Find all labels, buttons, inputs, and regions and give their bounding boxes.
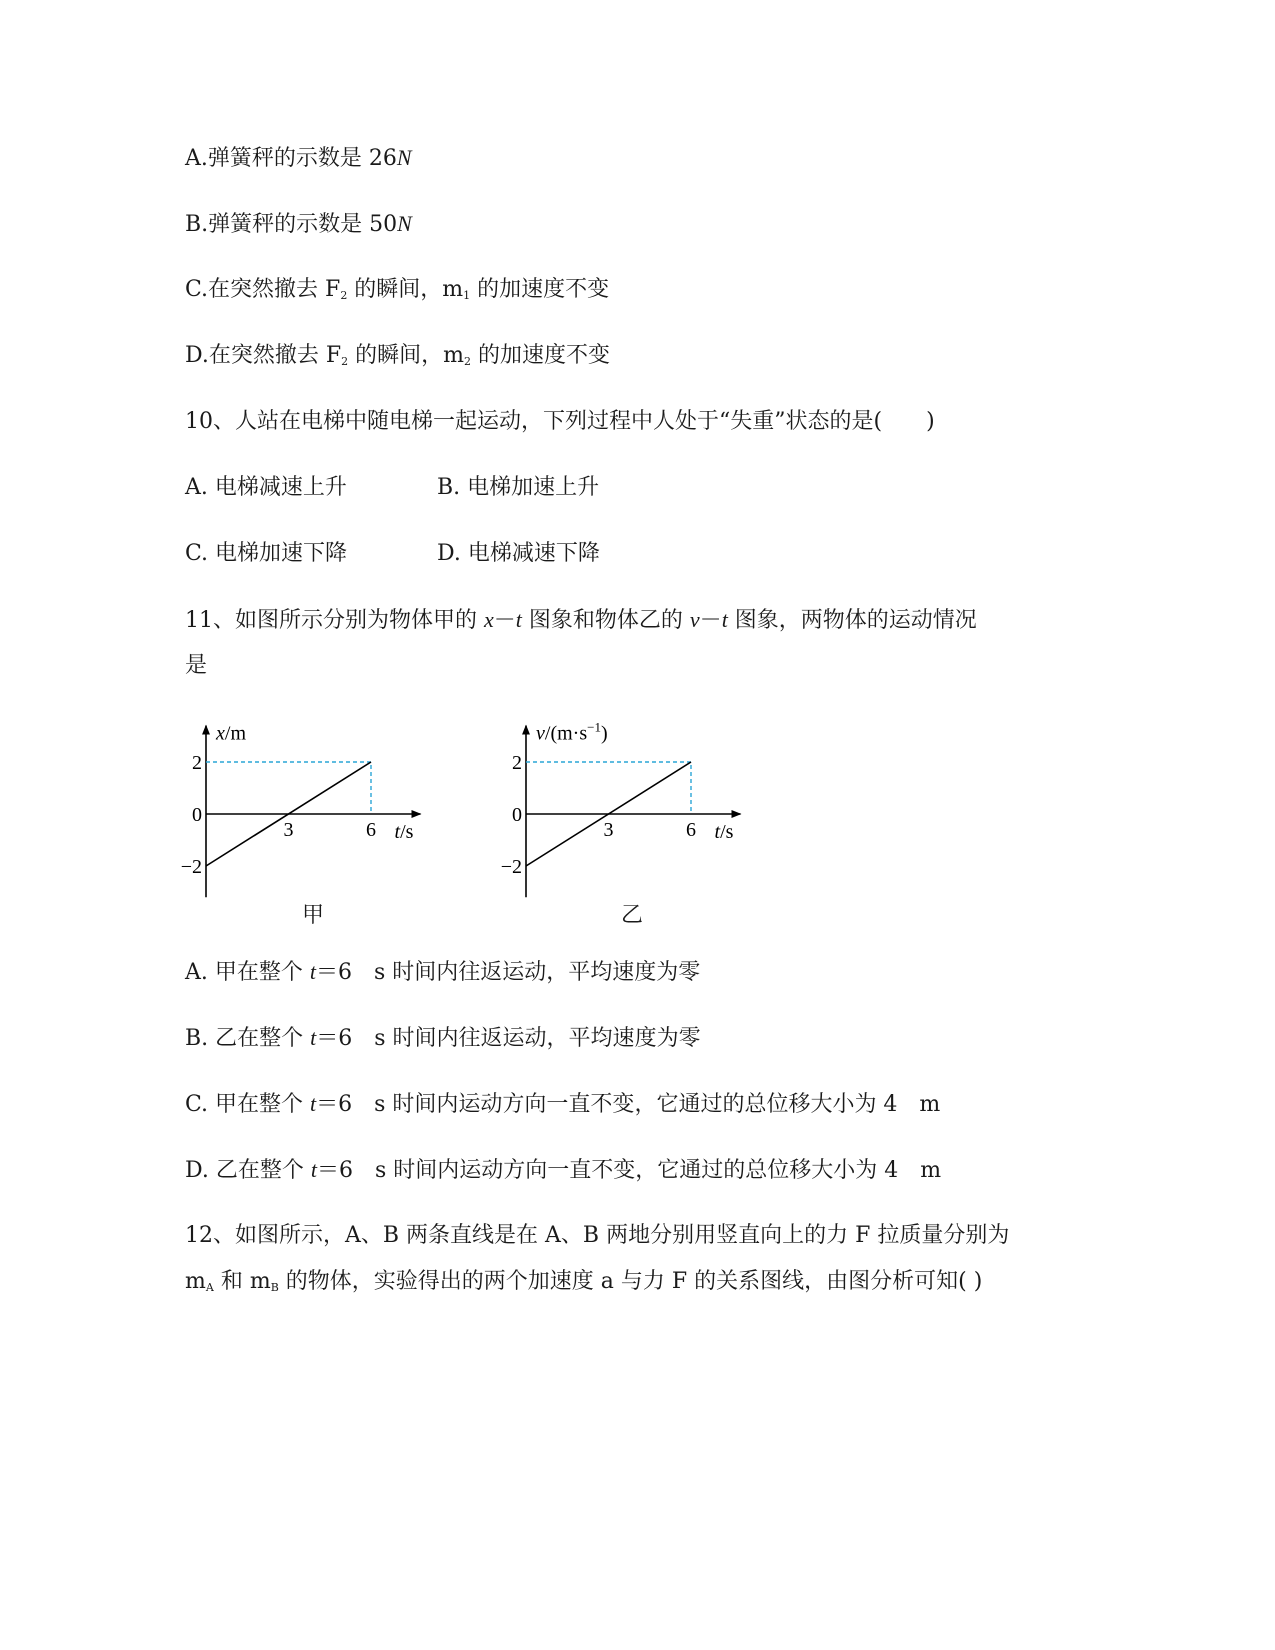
unit: N	[397, 211, 412, 236]
graph-jia	[180, 712, 450, 921]
option-text: ＝6 s 时间内运动方向一直不变，它通过的总位移大小为 4 m	[316, 1092, 941, 1117]
option-text: 在突然撤去 F	[208, 277, 341, 302]
dashed-guide	[526, 762, 691, 814]
x-axis-var: t	[394, 821, 401, 843]
graph-yi	[500, 712, 770, 921]
option-text: 的瞬间，m	[347, 277, 464, 302]
var-v: v	[689, 607, 700, 632]
stem-text: 图象和物体乙的	[521, 608, 690, 633]
option-text: ＝6 s 时间内往返运动，平均速度为零	[316, 1026, 701, 1051]
x-tick-label: 6	[366, 819, 376, 841]
q10-option-d: D. 电梯减速下降	[437, 541, 600, 566]
var-t: t	[310, 1091, 317, 1116]
y-tick-label: 2	[192, 752, 202, 774]
x-axis-label	[395, 821, 414, 843]
x-tick-label: 3	[603, 819, 614, 841]
q10-options-row-1	[185, 474, 600, 502]
option-text: ＝6 s 时间内运动方向一直不变，它通过的总位移大小为 4 m	[316, 1158, 942, 1183]
stem-text: 11、如图所示分别为物体甲的	[185, 608, 484, 633]
y-tick-label: 0	[512, 804, 522, 826]
q9-option-d	[185, 342, 610, 376]
q10-options-row-2	[185, 540, 600, 568]
var-t: t	[310, 1025, 317, 1050]
q10-option-a: A. 电梯减速上升	[185, 475, 347, 500]
x-axis-var: t	[714, 821, 721, 843]
subscript: 2	[340, 289, 348, 302]
y-axis-var: x	[216, 722, 225, 745]
option-label: C.	[185, 277, 209, 302]
option-text: 的瞬间，m	[348, 343, 464, 368]
option-text: ＝6 s 时间内往返运动，平均速度为零	[316, 960, 701, 985]
x-axis-unit: /s	[400, 821, 414, 843]
q11-stem-line2: 是	[185, 653, 208, 678]
graph-yi-svg	[500, 712, 770, 917]
q10-option-c: C. 电梯加速下降	[185, 541, 348, 566]
subscript: B	[270, 1281, 279, 1294]
q11-option-c	[185, 1090, 940, 1119]
subscript: A	[205, 1281, 214, 1294]
option-label: D.	[185, 343, 209, 368]
option-text: D. 乙在整个	[185, 1158, 311, 1183]
option-text: C. 甲在整个	[185, 1092, 311, 1117]
q11-option-b	[185, 1024, 701, 1053]
y-axis-label	[536, 720, 608, 745]
var-t: t	[721, 607, 728, 632]
option-text: B. 乙在整个	[185, 1026, 311, 1051]
stem-text: 图象，两物体的运动情况	[727, 608, 977, 633]
var-x: x	[484, 607, 494, 632]
option-text: 弹簧秤的示数是 26	[207, 146, 397, 171]
var-t: t	[515, 607, 522, 632]
q10-option-b: B. 电梯加速上升	[437, 475, 600, 500]
option-text: 在突然撤去 F	[208, 343, 342, 368]
y-tick-label: 0	[192, 804, 202, 826]
x-tick-label: 6	[686, 819, 696, 841]
unit: N	[396, 145, 412, 170]
q12-stem-line1: 12、如图所示，A、B 两条直线是在 A、B 两地分别用竖直向上的力 F 拉质量分别为	[185, 1223, 1010, 1248]
option-label: B.	[185, 212, 209, 237]
option-text: A. 甲在整个	[185, 960, 310, 985]
y-axis-var: v	[536, 722, 545, 745]
var-t: t	[309, 959, 316, 984]
y-tick-label: −2	[180, 856, 202, 878]
y-axis-superscript: −1	[587, 719, 601, 735]
subscript: 2	[341, 355, 349, 368]
graph-jia-svg	[180, 712, 450, 917]
mass-symbol: m	[185, 1269, 206, 1294]
subscript: 2	[463, 355, 471, 368]
stem-text: 的物体，实验得出的两个加速度 a 与力 F 的关系图线，由图分析可知( )	[278, 1269, 983, 1294]
option-text: 的加速度不变	[470, 343, 610, 368]
dashed-guide	[206, 762, 371, 814]
x-axis-unit: /s	[720, 821, 734, 843]
x-axis-label	[715, 821, 734, 843]
q10-stem: 10、人站在电梯中随电梯一起运动，下列过程中人处于“失重”状态的是( )	[185, 409, 935, 434]
dash: －	[699, 608, 722, 633]
q11-option-d	[185, 1156, 941, 1185]
y-axis-close: )	[600, 722, 608, 745]
graph-caption-yi: 乙	[621, 903, 644, 928]
y-axis-label	[215, 723, 246, 745]
stem-text: 和 m	[213, 1269, 271, 1294]
y-tick-label: −2	[500, 856, 522, 878]
q9-option-b	[185, 210, 412, 239]
q12-stem-line2	[185, 1268, 982, 1302]
subscript: 1	[463, 289, 471, 302]
option-text: 弹簧秤的示数是 50	[208, 212, 398, 237]
x-tick-label: 3	[283, 819, 294, 841]
option-label: A.	[185, 146, 208, 171]
dash: －	[493, 608, 516, 633]
graph-caption-jia: 甲	[302, 903, 325, 928]
var-t: t	[310, 1157, 317, 1182]
y-axis-unit: /(m·s	[544, 722, 588, 745]
option-text: 的加速度不变	[470, 277, 610, 302]
q11-option-a	[185, 958, 700, 987]
q11-stem	[185, 606, 977, 635]
q9-option-a	[185, 144, 412, 173]
y-tick-label: 2	[512, 752, 522, 774]
q9-option-c	[185, 276, 609, 310]
y-axis-unit: /m	[224, 722, 247, 745]
